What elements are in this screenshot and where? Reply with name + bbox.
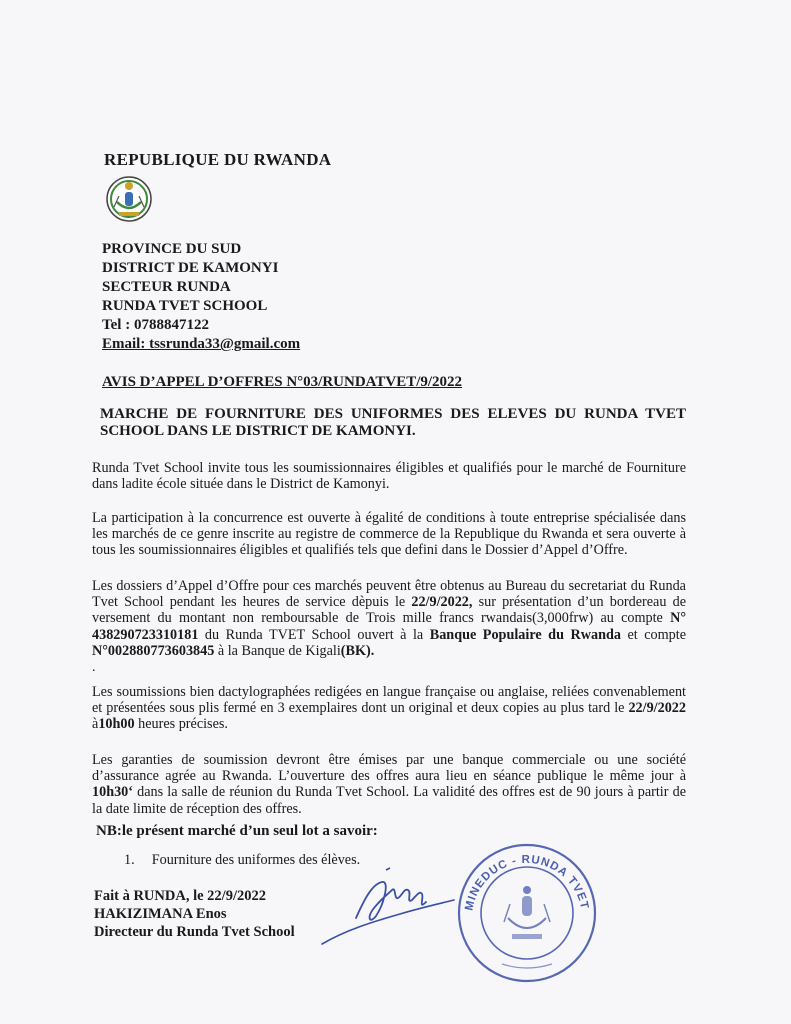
email-line: Email: tssrunda33@gmail.com bbox=[102, 336, 301, 352]
signatory-name: HAKIZIMANA Enos bbox=[94, 906, 227, 922]
country-heading: REPUBLIQUE DU RWANDA bbox=[104, 150, 332, 169]
paragraph-invitation: Runda Tvet School invite tous les soumissionnaires éligibles et qualifiés pour le marché de Fourniture dans ladite école située dans le District de Kamonyi. bbox=[92, 460, 686, 493]
tel-line: Tel : 0788847122 bbox=[102, 317, 209, 333]
signatory-title: Directeur du Runda Tvet School bbox=[94, 924, 295, 940]
paragraph-guarantees: Les garanties de soumission devront être émises par une banque commerciale ou une société d’assurance agrée au Rwanda. L’ouverture des offres aura lieu en séance publique le même jour à 10h30‘ dans la salle de réunion du Runda Tvet School. La validité des offres est de 90 jours à partir de la date limite de réception des offres. bbox=[92, 752, 686, 817]
official-stamp bbox=[452, 838, 602, 988]
sector-line: SECTEUR RUNDA bbox=[102, 279, 231, 295]
stray-dot: . bbox=[92, 660, 96, 675]
paragraph-submissions: Les soumissions bien dactylographées redigées en langue française ou anglaise, reliées convenablement et présentées sous plis fermé en 3 exemplaires dont un original et deux copies au plus tard le 22/9/2022 à10h00 heures précises. bbox=[92, 684, 686, 733]
list-item-number: 1. bbox=[124, 852, 135, 868]
nb-note: NB:le présent marché d’un seul lot a savoir: bbox=[96, 823, 378, 839]
district-line: DISTRICT DE KAMONYI bbox=[102, 260, 279, 276]
handwritten-signature bbox=[316, 860, 466, 950]
paragraph-participation: La participation à la concurrence est ouverte à égalité de conditions à toute entreprise spécialisée dans les marchés de ce genre inscrite au registre de commerce de la Republique du Rwanda et sera ouverte à tous les soumissionnaires éligibles et qualifiés tels que defini dans le Dossier d’Appel d’Offre. bbox=[92, 510, 686, 559]
notice-title: AVIS D’APPEL D’OFFRES N°03/RUNDATVET/9/2022 bbox=[102, 374, 463, 390]
svg-text:MINEDUC - RUNDA TVET SCHOOL: MINEDUC - RUNDA TVET bbox=[463, 853, 591, 912]
national-emblem-icon bbox=[104, 172, 154, 226]
school-line: RUNDA TVET SCHOOL bbox=[102, 298, 268, 314]
paragraph-tender-documents: Les dossiers d’Appel d’Offre pour ces marchés peuvent être obtenus au Bureau du secretariat du Runda Tvet School pendant les heures de service dèpuis le 22/9/2022, sur présentation d’un bordereau de versement du montant non remboursable de Trois mille francs rwandais(3,000frw) au compte N° 438290723310181 du Runda TVET School ouvert à la Banque Populaire du Rwanda et compte N°002880773603845 à la Banque de Kigali(BK). bbox=[92, 578, 686, 659]
province-line: PROVINCE DU SUD bbox=[102, 241, 242, 257]
place-date-line: Fait à RUNDA, le 22/9/2022 bbox=[94, 888, 266, 904]
subject-heading: MARCHE DE FOURNITURE DES UNIFORMES DES ELEVES DU RUNDA TVET SCHOOL DANS LE DISTRICT DE KAMONYI. bbox=[100, 406, 686, 439]
list-item-text: Fourniture des uniformes des élèves. bbox=[151, 852, 361, 868]
